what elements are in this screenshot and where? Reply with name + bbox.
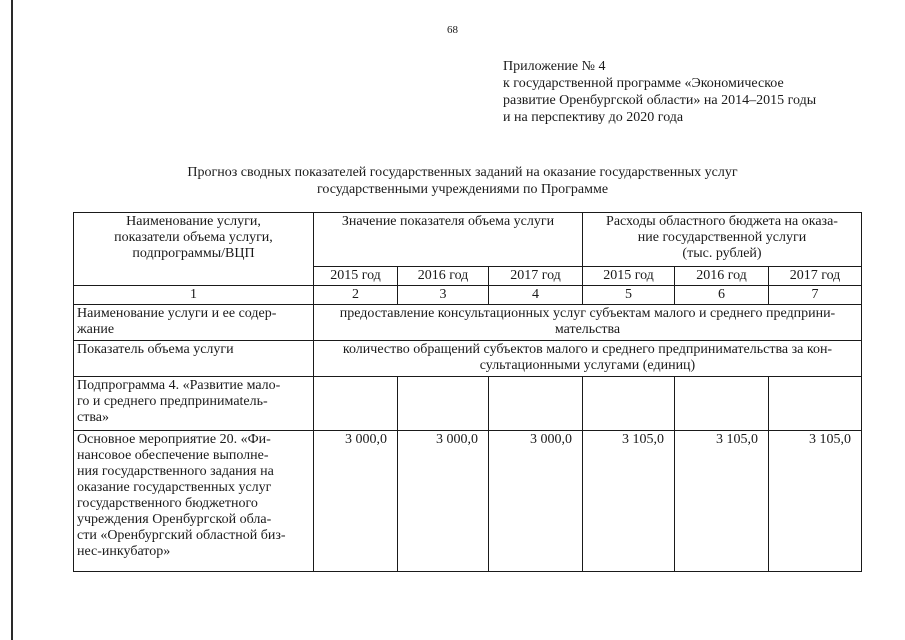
activity-value: 3 000,0 [489, 431, 583, 572]
appendix-line: Приложение № 4 [503, 59, 606, 74]
service-name-value: предоставление консультационных услуг субъектам малого и среднего предприни- мательства [314, 305, 862, 341]
header-year: 2017 год [769, 267, 862, 286]
document-title [0, 164, 905, 198]
empty-cell [314, 377, 398, 431]
page-number: 68 [447, 24, 458, 36]
service-name-label: Наименование услуги и ее содер- жание [74, 305, 314, 341]
activity-value: 3 105,0 [769, 431, 862, 572]
empty-cell [489, 377, 583, 431]
indicators-table [73, 212, 862, 572]
indicator-value: количество обращений субъектов малого и среднего предпринимательства за кон- сультационными услугами (единиц) [314, 341, 862, 377]
empty-cell [398, 377, 489, 431]
header-year: 2017 год [489, 267, 583, 286]
header-year: 2015 год [314, 267, 398, 286]
subprogram-label: Подпрограмма 4. «Развитие мало- го и среднего предпринимatель- ства» [74, 377, 314, 431]
indicator-label: Показатель объема услуги [74, 341, 314, 377]
title-line: Прогноз сводных показателей государственных заданий на оказание государственных услуг [187, 165, 738, 180]
empty-cell [675, 377, 769, 431]
activity-value: 3 105,0 [583, 431, 675, 572]
header-volume-value: Значение показателя объема услуги [314, 213, 583, 267]
title-line: государственными учреждениями по Программе [316, 182, 609, 197]
header-service-name: Наименование услуги, показатели объема услуги, подпрограммы/ВЦП [74, 213, 314, 286]
activity-value: 3 000,0 [314, 431, 398, 572]
column-number: 3 [398, 286, 489, 305]
left-margin-rule [11, 0, 13, 640]
appendix-note [503, 58, 883, 126]
table-row [74, 431, 862, 572]
header-year: 2016 год [398, 267, 489, 286]
header-budget-expenses: Расходы областного бюджета на оказа- ние государственной услуги (тыс. рублей) [583, 213, 862, 267]
appendix-line: развитие Оренбургской области» на 2014–2015 годы [503, 93, 817, 108]
column-number: 7 [769, 286, 862, 305]
column-number: 1 [74, 286, 314, 305]
table-row [74, 341, 862, 377]
appendix-line: и на перспективу до 2020 года [503, 110, 684, 125]
table-row [74, 377, 862, 431]
header-year: 2015 год [583, 267, 675, 286]
column-number: 4 [489, 286, 583, 305]
appendix-line: к государственной программе «Экономическое [503, 76, 784, 91]
empty-cell [769, 377, 862, 431]
activity-value: 3 000,0 [398, 431, 489, 572]
column-number: 5 [583, 286, 675, 305]
activity-label: Основное мероприятие 20. «Фи- нансовое обеспечение выполне- ния государственного задания на оказание государственных услуг государственного бюджетного учреждения Оренбургской обла- сти «Оренбургский областной биз- нес-инкубатор» [74, 431, 314, 572]
header-year: 2016 год [675, 267, 769, 286]
column-number: 2 [314, 286, 398, 305]
empty-cell [583, 377, 675, 431]
column-number: 6 [675, 286, 769, 305]
activity-value: 3 105,0 [675, 431, 769, 572]
table-row [74, 305, 862, 341]
